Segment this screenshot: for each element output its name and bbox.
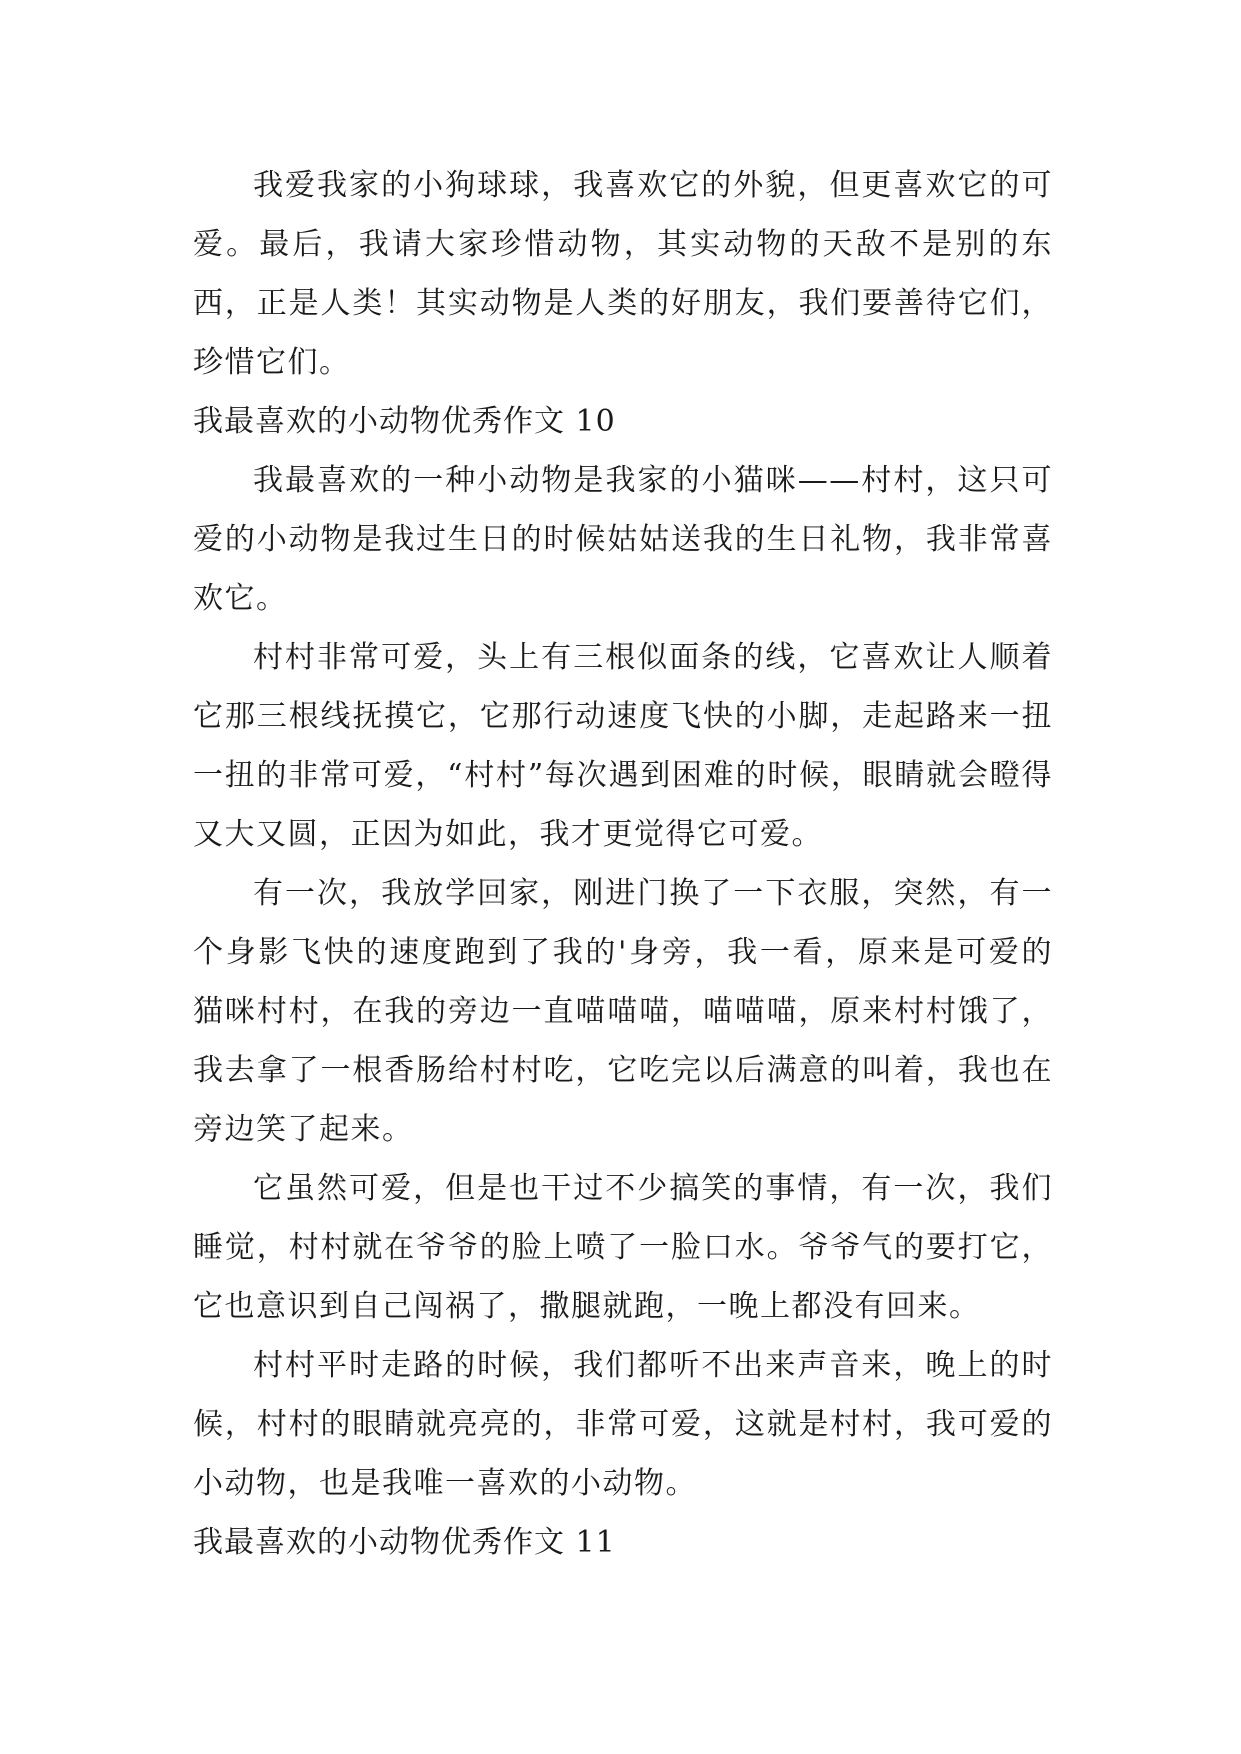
paragraph: 有一次，我放学回家，刚进门换了一下衣服，突然，有一个身影飞快的速度跑到了我的'身旁，我一看，原来是可爱的猫咪村村，在我的旁边一直喵喵喵，喵喵喵，原来村村饿了，我去拿了一根香肠给村村吃，它吃完以后满意的叫着，我也在旁边笑了起来。 [193,876,1053,1147]
paragraph: 我最喜欢的一种小动物是我家的小猫咪——村村，这只可爱的小动物是我过生日的时候姑姑送我的生日礼物，我非常喜欢它。 [193,463,1053,616]
paragraph: 我爱我家的小狗球球，我喜欢它的外貌，但更喜欢它的可爱。最后，我请大家珍惜动物，其实动物的天敌不是别的东西，正是人类！其实动物是人类的好朋友，我们要善待它们，珍惜它们。 [193,168,1053,380]
paragraph: 村村平时走路的时候，我们都听不出来声音来，晚上的时候，村村的眼睛就亮亮的，非常可爱，这就是村村，我可爱的小动物，也是我唯一喜欢的小动物。 [193,1348,1053,1501]
paragraph: 村村非常可爱，头上有三根似面条的线，它喜欢让人顺着它那三根线抚摸它，它那行动速度飞快的小脚，走起路来一扭一扭的非常可爱，“村村”每次遇到困难的时候，眼睛就会瞪得又大又圆，正因为如此，我才更觉得它可爱。 [193,640,1053,852]
essay-heading: 我最喜欢的小动物优秀作文 10 [193,404,616,439]
paragraph: 它虽然可爱，但是也干过不少搞笑的事情，有一次，我们睡觉，村村就在爷爷的脸上喷了一脸口水。爷爷气的要打它，它也意识到自己闯祸了，撒腿就跑，一晚上都没有回来。 [193,1171,1053,1324]
document-page [193,156,1053,1572]
essay-heading: 我最喜欢的小动物优秀作文 11 [193,1525,616,1560]
